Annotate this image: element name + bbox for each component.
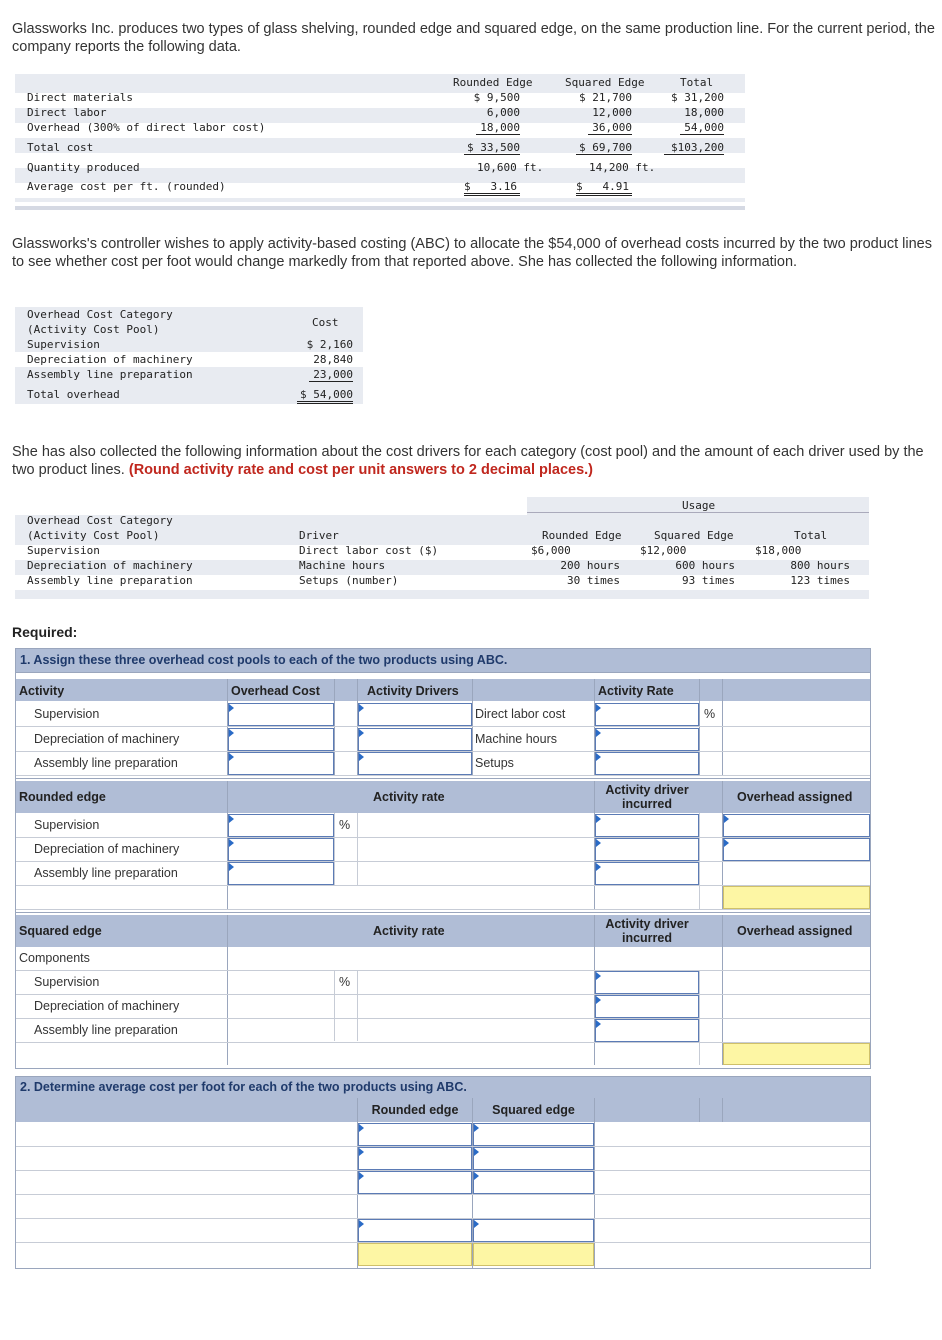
squared-driver-input-assembly[interactable] <box>595 1019 699 1042</box>
t1-cell: $ 31,200 <box>671 91 724 104</box>
t3-header: (Activity Cost Pool) <box>27 529 160 542</box>
part2-squared-input-4[interactable] <box>473 1219 594 1242</box>
part2-squared-total <box>473 1243 594 1266</box>
squared-activity-label: Depreciation of machinery <box>34 999 180 1013</box>
t2-cell: 28,840 <box>313 353 353 366</box>
overhead-cost-input-assembly[interactable] <box>228 752 334 775</box>
t1-row-label: Quantity produced <box>27 161 140 174</box>
driver-input-assembly[interactable] <box>358 752 472 775</box>
rounded-overhead-input-supervision[interactable] <box>723 814 870 837</box>
part2-squared-input-1[interactable] <box>473 1123 594 1146</box>
percent-sign: % <box>339 975 351 989</box>
t3-cell: 30 times <box>567 574 620 587</box>
t3-driver-header: Driver <box>299 529 339 542</box>
driver-incurred-line2: incurred <box>621 931 672 945</box>
rounded-driver-input-assembly[interactable] <box>595 862 699 885</box>
col-overhead-header: Overhead Cost <box>231 684 320 698</box>
driver-label: Machine hours <box>475 732 557 746</box>
rounded-rate-input-depreciation[interactable] <box>228 838 334 861</box>
part2-rounded-input-3[interactable] <box>358 1171 472 1194</box>
t3-squared-header: Squared Edge <box>654 529 734 542</box>
intro-paragraph: Glassworks Inc. produces two types of glass shelving, rounded edge and squared edge, on the same production line. For the current period, the company reports the following data. <box>12 21 935 55</box>
overhead-cost-input-supervision[interactable] <box>228 703 334 726</box>
part2-squared-input-2[interactable] <box>473 1147 594 1170</box>
t2-header: (Activity Cost Pool) <box>27 323 160 336</box>
t1-cell: $103,200 <box>664 141 724 155</box>
t2-row-label: Total overhead <box>27 388 120 401</box>
driver-paragraph-text: She has also collected the following information about the cost drivers for each category (cost pool) and the amount of each driver used by the two product lines. <box>12 444 924 478</box>
t3-driver: Direct labor cost ($) <box>299 544 439 557</box>
part2-rounded-input-1[interactable] <box>358 1123 472 1146</box>
rounded-activity-label: Assembly line preparation <box>34 866 178 880</box>
driver-incurred-line1: Activity driver <box>605 917 689 931</box>
t1-cell: 18,000 <box>684 106 724 119</box>
t1-cell: $ 4.91 <box>576 180 632 196</box>
activity-label: Depreciation of machinery <box>34 732 180 746</box>
t2-header: Overhead Cost Category <box>27 308 173 321</box>
activity-rate-header: Activity rate <box>373 790 445 804</box>
part2-title: 2. Determine average cost per foot for each of the two products using ABC. <box>16 1077 870 1098</box>
rounded-rate-input-assembly[interactable] <box>228 862 334 885</box>
percent-sign: % <box>704 707 716 721</box>
t3-cell: 123 times <box>790 574 850 587</box>
t1-cell: 18,000 <box>476 121 520 135</box>
t1-cell: 10,600 ft. <box>477 161 544 174</box>
overhead-assigned-header: Overhead assigned <box>737 924 853 938</box>
squared-edge-label: Squared edge <box>19 924 102 938</box>
rounded-driver-input-supervision[interactable] <box>595 814 699 837</box>
t1-row-label: Direct labor <box>27 106 107 119</box>
t1-header-rounded: Rounded Edge <box>453 76 533 89</box>
t3-cell: $6,000 <box>531 544 571 557</box>
t1-row-label: Overhead (300% of direct labor cost) <box>27 121 266 134</box>
part2-rounded-header: Rounded edge <box>371 1103 459 1117</box>
rounded-overhead-input-depreciation[interactable] <box>723 838 870 861</box>
t3-row-label: Supervision <box>27 544 100 557</box>
col-drivers-header: Activity Drivers <box>367 684 459 698</box>
part2-squared-header: Squared edge <box>492 1103 575 1117</box>
driver-input-depreciation[interactable] <box>358 728 472 751</box>
squared-activity-label: Assembly line preparation <box>34 1023 178 1037</box>
t3-cell: 600 hours <box>675 559 735 572</box>
t3-driver: Setups (number) <box>299 574 399 587</box>
rounded-rate-input-supervision[interactable] <box>228 814 334 837</box>
t3-row-label: Assembly line preparation <box>27 574 193 587</box>
t3-row-label: Depreciation of machinery <box>27 559 193 572</box>
activity-driver-incurred-header <box>596 783 698 811</box>
rounded-driver-input-depreciation[interactable] <box>595 838 699 861</box>
activity-rate-input-supervision[interactable] <box>595 703 699 726</box>
squared-driver-input-depreciation[interactable] <box>595 995 699 1018</box>
t2-cell: $ 54,000 <box>297 388 353 404</box>
activity-rate-input-depreciation[interactable] <box>595 728 699 751</box>
t3-header: Overhead Cost Category <box>27 514 173 527</box>
section-divider <box>15 206 745 210</box>
squared-activity-label: Supervision <box>34 975 100 989</box>
activity-rate-input-assembly[interactable] <box>595 752 699 775</box>
t3-cell: $12,000 <box>640 544 687 557</box>
t1-cell: 54,000 <box>680 121 724 135</box>
t3-total-header: Total <box>794 529 828 542</box>
rounded-activity-label: Depreciation of machinery <box>34 842 180 856</box>
t1-cell: $ 21,700 <box>579 91 632 104</box>
t1-cell: 36,000 <box>588 121 632 135</box>
rounding-instruction: (Round activity rate and cost per unit answers to 2 decimal places.) <box>128 462 594 478</box>
t2-row-label: Assembly line preparation <box>27 368 193 381</box>
part2-rounded-total <box>358 1243 472 1266</box>
part2-rounded-input-4[interactable] <box>358 1219 472 1242</box>
driver-incurred-line2: incurred <box>621 797 672 811</box>
t2-row-label: Depreciation of machinery <box>27 353 193 366</box>
t3-rounded-header: Rounded Edge <box>542 529 622 542</box>
t3-cell: 93 times <box>682 574 735 587</box>
squared-overhead-total <box>723 1043 870 1065</box>
part2-rounded-input-2[interactable] <box>358 1147 472 1170</box>
driver-input-supervision[interactable] <box>358 703 472 726</box>
rounded-overhead-total <box>723 886 870 909</box>
t3-cell: 200 hours <box>560 559 620 572</box>
abc-paragraph: Glassworks's controller wishes to apply activity-based costing (ABC) to allocate the $54,000 of overhead costs incurred by the two product lines to see whether cost per foot would change markedly from that reported above. She has collected the following information. <box>12 236 932 270</box>
part2-squared-input-3[interactable] <box>473 1171 594 1194</box>
t1-cell: $ 3.16 <box>464 180 520 196</box>
rounded-activity-label: Supervision <box>34 818 100 832</box>
t2-cell: $ 2,160 <box>306 338 353 351</box>
components-label: Components <box>19 951 90 965</box>
t3-driver: Machine hours <box>299 559 386 572</box>
t1-cell: $ 69,700 <box>576 141 632 155</box>
squared-driver-input-supervision[interactable] <box>595 971 699 994</box>
t3-cell: 800 hours <box>790 559 850 572</box>
col-activity-header: Activity <box>19 684 65 698</box>
t1-cell: $ 9,500 <box>473 91 520 104</box>
required-label: Required: <box>12 624 78 640</box>
t3-cell: $18,000 <box>755 544 802 557</box>
percent-sign: % <box>339 818 351 832</box>
t2-row-label: Supervision <box>27 338 100 351</box>
activity-rate-header: Activity rate <box>373 924 445 938</box>
t1-cell: 14,200 ft. <box>589 161 656 174</box>
t1-row-label: Average cost per ft. (rounded) <box>27 180 226 193</box>
activity-driver-incurred-header <box>596 917 698 945</box>
part1-title: 1. Assign these three overhead cost pools to each of the two products using ABC. <box>16 649 870 672</box>
t1-header-total: Total <box>680 76 714 89</box>
t1-header-squared: Squared Edge <box>565 76 645 89</box>
driver-label: Setups <box>475 756 514 770</box>
t3-usage-header: Usage <box>682 499 716 512</box>
t1-cell: $ 33,500 <box>464 141 520 155</box>
t2-cost-header: Cost <box>312 316 339 329</box>
driver-paragraph <box>12 443 938 479</box>
rounded-edge-label: Rounded edge <box>19 790 106 804</box>
activity-label: Supervision <box>34 707 100 721</box>
t1-row-label: Total cost <box>27 141 94 154</box>
t1-row-label: Direct materials <box>27 91 133 104</box>
t2-cell: 23,000 <box>309 368 353 382</box>
activity-label: Assembly line preparation <box>34 756 178 770</box>
driver-incurred-line1: Activity driver <box>605 783 689 797</box>
t1-cell: 12,000 <box>592 106 632 119</box>
col-rate-header: Activity Rate <box>598 684 674 698</box>
driver-label: Direct labor cost <box>475 707 566 721</box>
overhead-assigned-header: Overhead assigned <box>737 790 853 804</box>
overhead-cost-input-depreciation[interactable] <box>228 728 334 751</box>
t1-cell: 6,000 <box>486 106 520 119</box>
